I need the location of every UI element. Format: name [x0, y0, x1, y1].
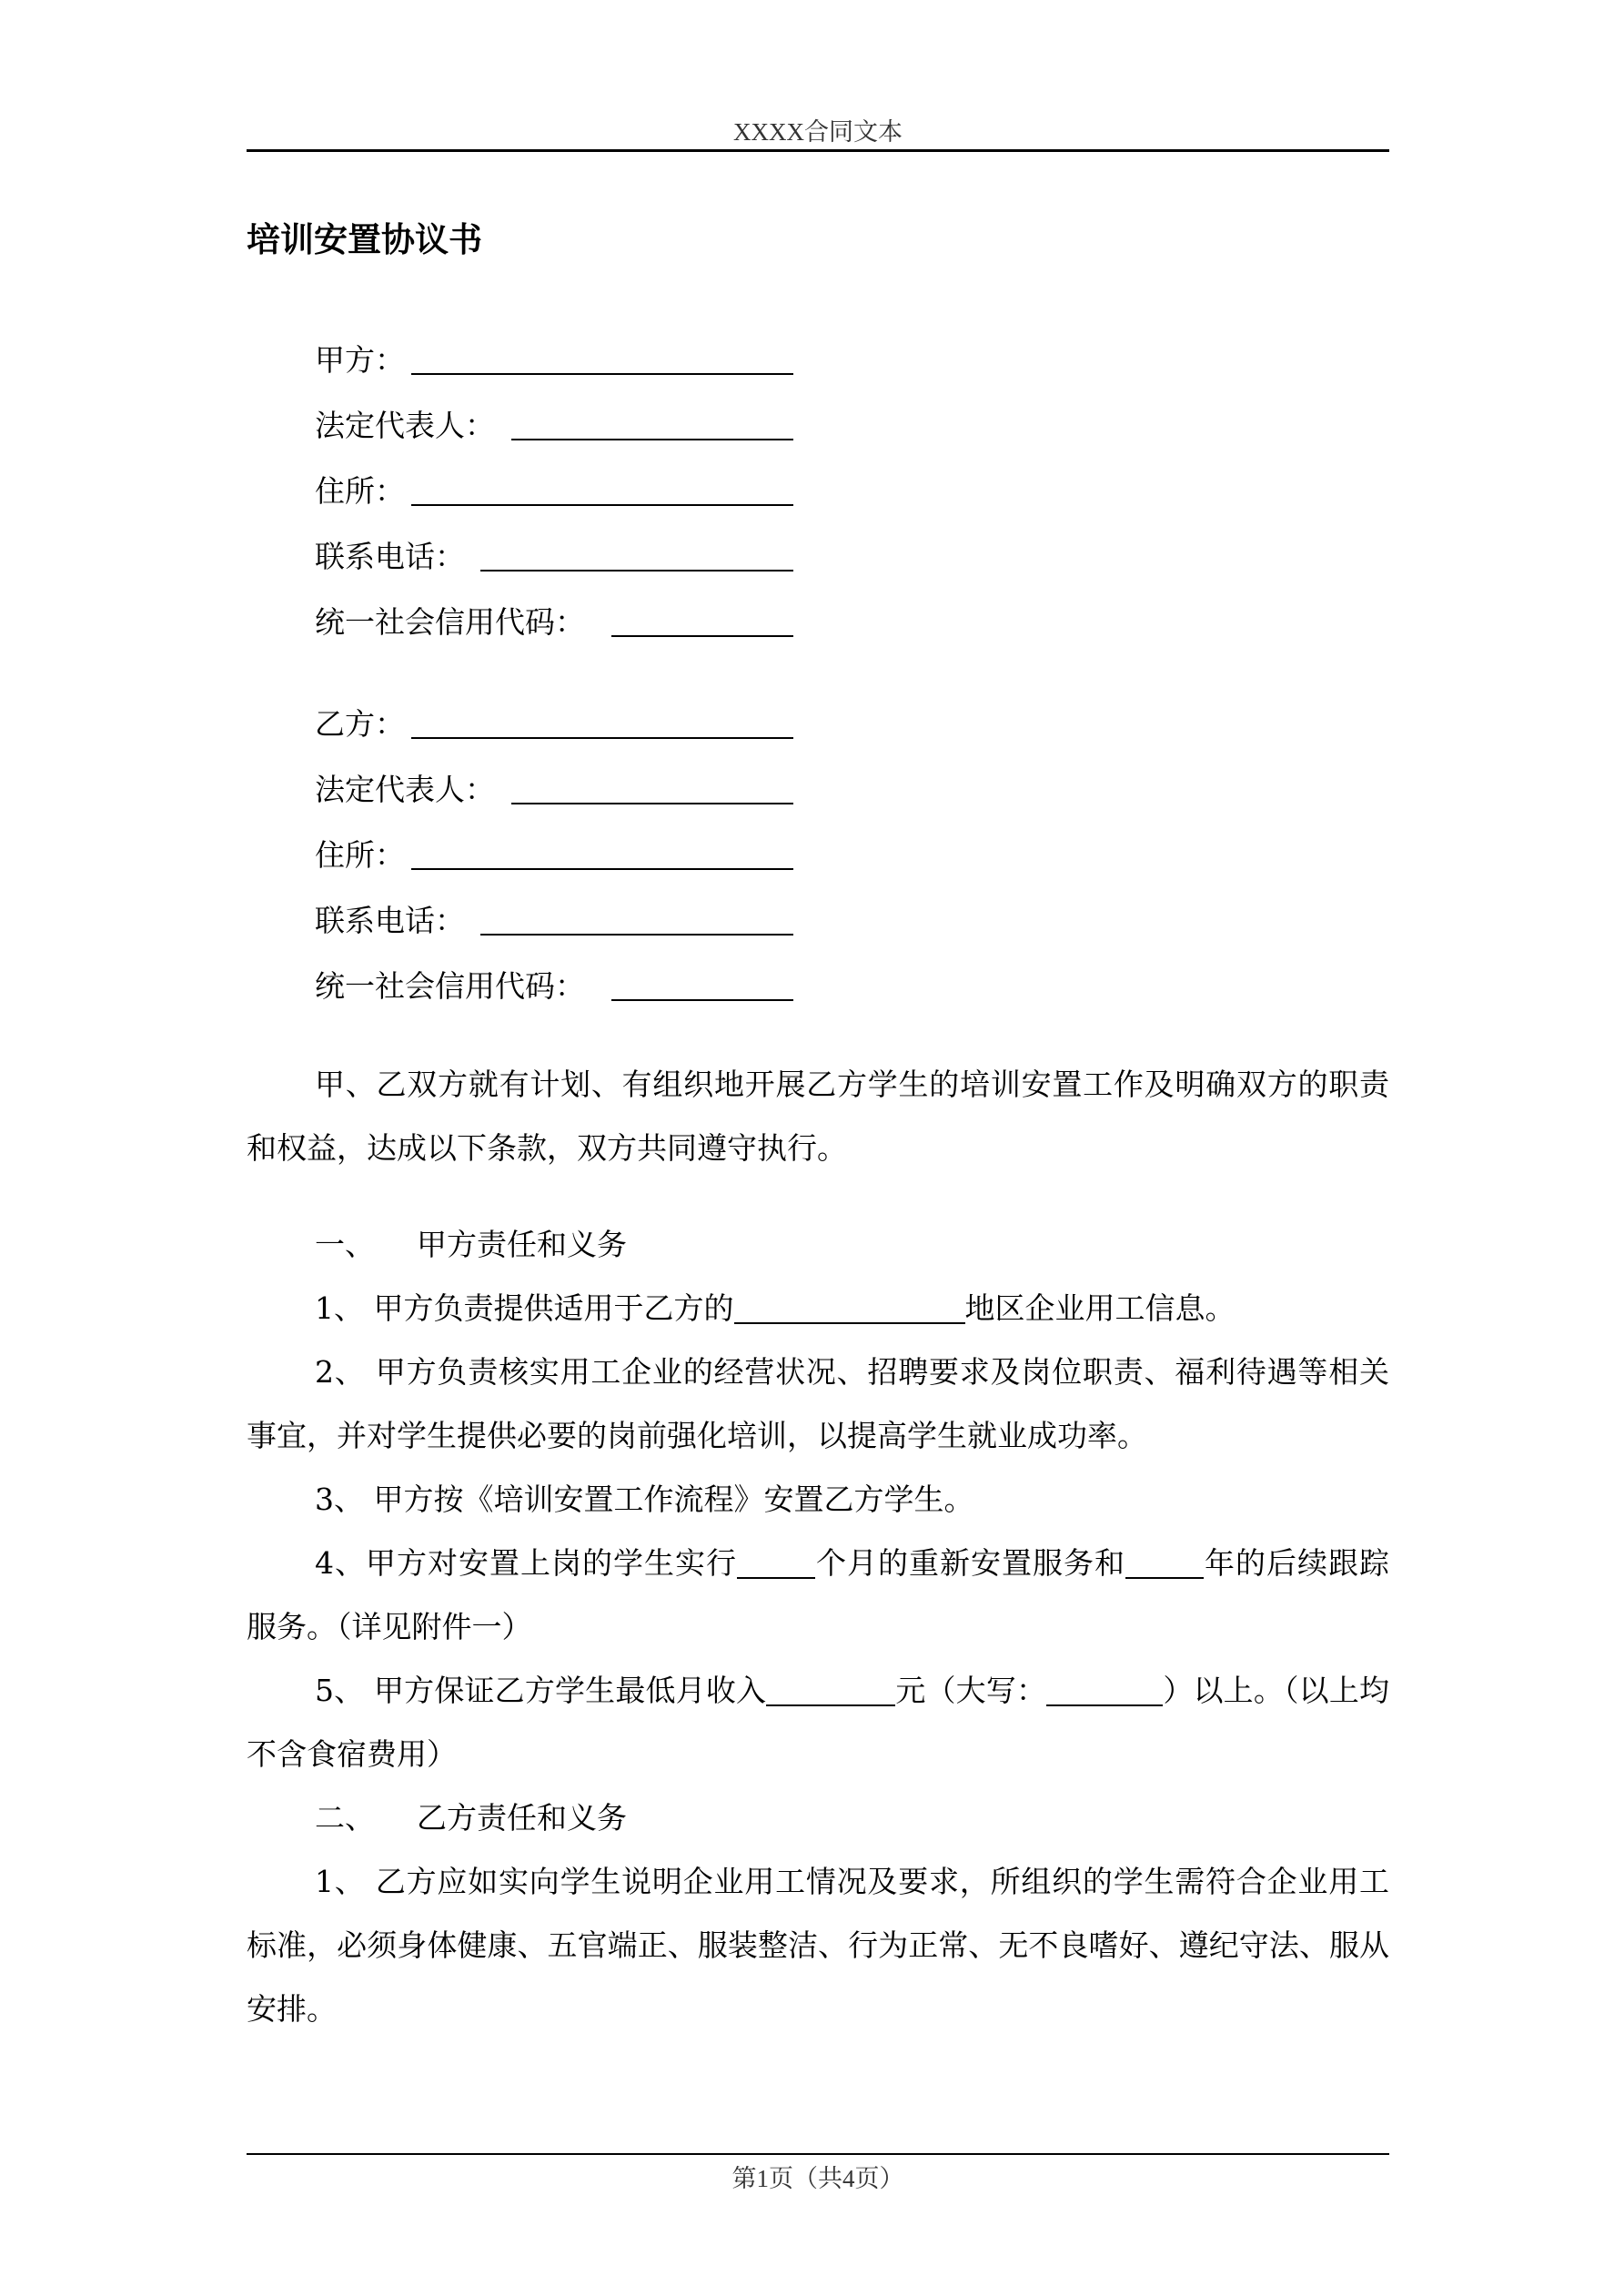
item-text: 乙方应如实向学生说明企业用工情况及要求，所组织的学生需符合企业用工标准，必须身体健康、五官端正、服装整洁、行为正常、无不良嗜好、遵纪守法、服从安排。 — [247, 1864, 1390, 2027]
income-uppercase-blank[interactable] — [1046, 1668, 1163, 1706]
party-a-credit-code-label: 统一社会信用代码： — [315, 604, 585, 640]
party-b-credit-code-field — [315, 959, 585, 1025]
item-number: 1、 — [315, 1864, 366, 1899]
party-a-rep-label: 法定代表人： — [315, 408, 495, 443]
party-a-name-blank[interactable] — [411, 373, 793, 375]
party-b-rep-label: 法定代表人： — [315, 772, 495, 807]
party-b-address-field — [315, 828, 585, 894]
item-text: 个月的重新安置服务和 — [815, 1545, 1125, 1581]
item-number: 5、 — [315, 1673, 365, 1708]
page-header: XXXX合同文本 — [733, 118, 903, 146]
item-number: 2、 — [315, 1354, 366, 1390]
party-b-credit-code-blank[interactable] — [611, 999, 793, 1001]
party-a-phone-field — [315, 530, 585, 595]
party-b-name-label: 乙方： — [315, 706, 405, 742]
income-amount-blank[interactable] — [766, 1668, 895, 1706]
party-b-address-label: 住所： — [315, 837, 405, 873]
item-text: 甲方按《培训安置工作流程》安置乙方学生。 — [373, 1482, 974, 1517]
party-b-phone-blank[interactable] — [480, 934, 793, 936]
party-a-credit-code-blank[interactable] — [611, 635, 793, 637]
party-a-rep-field — [315, 399, 585, 464]
header-rule — [247, 149, 1389, 152]
section-2-number: 二、 — [315, 1800, 375, 1836]
section-2-title: 乙方责任和义务 — [417, 1800, 627, 1836]
party-a-address-blank[interactable] — [411, 504, 793, 506]
footer-rule — [247, 2153, 1389, 2155]
page-footer: 第1页（共4页） — [731, 2165, 904, 2192]
section-1-item-4 — [247, 1532, 1389, 1659]
item-text: 甲方对安置上岗的学生实行 — [366, 1545, 737, 1581]
section-1-item-3 — [247, 1468, 1389, 1532]
item-text: 甲方负责提供适用于乙方的 — [373, 1290, 734, 1326]
item-text: 年的后续跟踪服务。（详见附件一） — [247, 1545, 1389, 1644]
party-b-phone-field — [315, 894, 585, 959]
party-a-rep-blank[interactable] — [511, 439, 793, 440]
contract-body — [247, 1053, 1389, 2041]
section-2-item-1 — [247, 1850, 1389, 2041]
party-b-name-field — [315, 697, 585, 763]
party-b-rep-blank[interactable] — [511, 803, 793, 804]
party-a-phone-blank[interactable] — [480, 570, 793, 571]
item-number: 3、 — [315, 1482, 364, 1517]
item-number: 4、 — [315, 1545, 366, 1581]
intro-paragraph: 甲、乙双方就有计划、有组织地开展乙方学生的培训安置工作及明确双方的职责和权益，达成以下条款，双方共同遵守执行。 — [247, 1067, 1389, 1166]
region-blank[interactable] — [734, 1286, 965, 1324]
party-b-name-blank[interactable] — [411, 737, 793, 739]
party-a-name-label: 甲方： — [315, 342, 405, 378]
item-text: ）以上。（以上均不含食宿费用） — [247, 1673, 1390, 1772]
item-text: 甲方保证乙方学生最低月收入 — [374, 1673, 767, 1708]
party-a-name-field — [315, 333, 585, 399]
item-text: 地区企业用工信息。 — [964, 1290, 1236, 1326]
party-b-phone-label: 联系电话： — [315, 903, 465, 938]
section-2-heading — [247, 1786, 1389, 1850]
section-1-number: 一、 — [315, 1227, 375, 1262]
party-a-phone-label: 联系电话： — [315, 539, 465, 574]
section-1-item-2 — [247, 1340, 1389, 1468]
party-b-rep-field — [315, 763, 585, 828]
party-b-block — [315, 697, 585, 1025]
party-b-credit-code-label: 统一社会信用代码： — [315, 968, 585, 1004]
item-number: 1、 — [315, 1290, 364, 1326]
item-text: 元（大写： — [895, 1673, 1047, 1708]
party-a-address-label: 住所： — [315, 473, 405, 509]
section-1-item-1 — [247, 1277, 1389, 1340]
years-blank[interactable] — [1125, 1541, 1204, 1579]
section-1-item-5 — [247, 1659, 1389, 1786]
party-a-address-field — [315, 464, 585, 530]
section-1-heading — [247, 1213, 1389, 1277]
section-1-title: 甲方责任和义务 — [417, 1227, 627, 1262]
document-title: 培训安置协议书 — [247, 219, 482, 259]
party-a-credit-code-field — [315, 595, 585, 661]
party-b-address-blank[interactable] — [411, 868, 793, 870]
months-blank[interactable] — [737, 1541, 815, 1579]
item-text: 甲方负责核实用工企业的经营状况、招聘要求及岗位职责、福利待遇等相关事宜，并对学生提供必要的岗前强化培训，以提高学生就业成功率。 — [247, 1354, 1390, 1453]
party-a-block — [315, 333, 585, 661]
